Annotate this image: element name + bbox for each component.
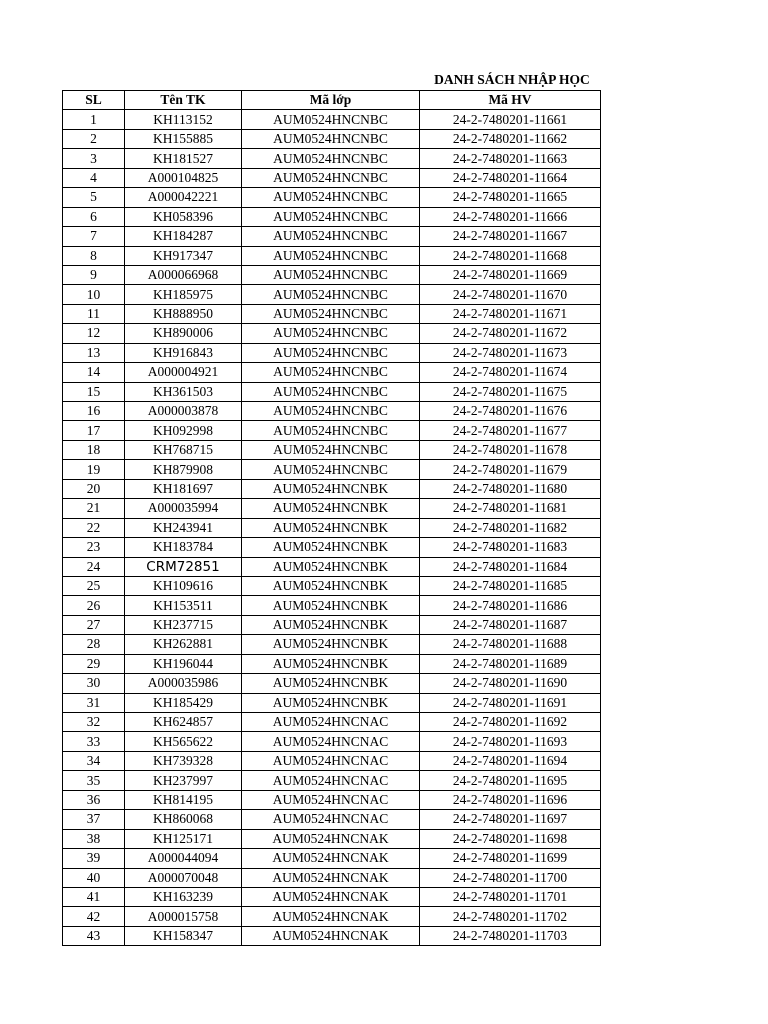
cell-sl[interactable]: 40: [63, 868, 125, 887]
cell-ten-tk[interactable]: KH860068: [125, 810, 242, 829]
cell-sl[interactable]: 9: [63, 265, 125, 284]
cell-ma-lop[interactable]: AUM0524HNCNAK: [242, 926, 420, 945]
cell-sl[interactable]: 30: [63, 674, 125, 693]
cell-sl[interactable]: 1: [63, 110, 125, 129]
table-row: [63, 713, 601, 732]
table-row: [63, 907, 601, 926]
cell-ma-hv[interactable]: 24-2-7480201-11701: [420, 887, 601, 906]
table-row: [63, 615, 601, 634]
cell-ma-hv[interactable]: 24-2-7480201-11694: [420, 751, 601, 770]
cell-sl[interactable]: 43: [63, 926, 125, 945]
table-row: [63, 829, 601, 848]
cell-ma-lop[interactable]: AUM0524HNCNAC: [242, 751, 420, 770]
table-row: [63, 363, 601, 382]
cell-ten-tk[interactable]: KH890006: [125, 324, 242, 343]
table-row: [63, 402, 601, 421]
table-row: [63, 246, 601, 265]
cell-sl[interactable]: 15: [63, 382, 125, 401]
column-header-ten-tk[interactable]: Tên TK: [125, 91, 242, 110]
cell-ten-tk[interactable]: KH185975: [125, 285, 242, 304]
cell-ma-hv[interactable]: 24-2-7480201-11673: [420, 343, 601, 362]
cell-ten-tk[interactable]: KH184287: [125, 227, 242, 246]
cell-sl[interactable]: 13: [63, 343, 125, 362]
header-row: [63, 91, 601, 110]
table-row: [63, 207, 601, 226]
cell-sl[interactable]: 39: [63, 849, 125, 868]
table-row: [63, 518, 601, 537]
table-body: [63, 110, 601, 946]
table-row: [63, 868, 601, 887]
table-row: [63, 324, 601, 343]
cell-ma-hv[interactable]: 24-2-7480201-11668: [420, 246, 601, 265]
cell-ten-tk[interactable]: KH092998: [125, 421, 242, 440]
cell-ma-hv[interactable]: 24-2-7480201-11669: [420, 265, 601, 284]
cell-ma-lop[interactable]: AUM0524HNCNBK: [242, 635, 420, 654]
cell-ma-lop[interactable]: AUM0524HNCNBK: [242, 576, 420, 595]
cell-ten-tk[interactable]: A000044094: [125, 849, 242, 868]
cell-sl[interactable]: 32: [63, 713, 125, 732]
cell-sl[interactable]: 41: [63, 887, 125, 906]
cell-ma-hv[interactable]: 24-2-7480201-11670: [420, 285, 601, 304]
enrollment-table: [62, 90, 601, 946]
cell-ten-tk[interactable]: A000004921: [125, 363, 242, 382]
cell-ma-hv[interactable]: 24-2-7480201-11665: [420, 188, 601, 207]
column-header-ma-lop[interactable]: Mã lớp: [242, 91, 420, 110]
cell-sl[interactable]: 38: [63, 829, 125, 848]
cell-ma-hv[interactable]: 24-2-7480201-11691: [420, 693, 601, 712]
cell-ma-hv[interactable]: 24-2-7480201-11674: [420, 363, 601, 382]
cell-ma-lop[interactable]: AUM0524HNCNBK: [242, 654, 420, 673]
cell-ma-lop[interactable]: AUM0524HNCNBC: [242, 207, 420, 226]
cell-ma-lop[interactable]: AUM0524HNCNBC: [242, 149, 420, 168]
cell-ma-hv[interactable]: 24-2-7480201-11685: [420, 576, 601, 595]
cell-ten-tk[interactable]: A000035994: [125, 499, 242, 518]
table-row: [63, 168, 601, 187]
cell-ma-lop[interactable]: AUM0524HNCNBK: [242, 596, 420, 615]
cell-ma-hv[interactable]: 24-2-7480201-11676: [420, 402, 601, 421]
cell-ma-hv[interactable]: 24-2-7480201-11695: [420, 771, 601, 790]
cell-ma-lop[interactable]: AUM0524HNCNBK: [242, 499, 420, 518]
cell-ma-hv[interactable]: 24-2-7480201-11663: [420, 149, 601, 168]
cell-ma-lop[interactable]: AUM0524HNCNBC: [242, 129, 420, 148]
cell-ma-hv[interactable]: 24-2-7480201-11692: [420, 713, 601, 732]
table-row: [63, 849, 601, 868]
table-row: [63, 343, 601, 362]
cell-ma-lop[interactable]: AUM0524HNCNBK: [242, 557, 420, 576]
cell-ma-hv[interactable]: 24-2-7480201-11703: [420, 926, 601, 945]
cell-sl[interactable]: 11: [63, 304, 125, 323]
cell-sl[interactable]: 14: [63, 363, 125, 382]
cell-sl[interactable]: 28: [63, 635, 125, 654]
cell-ma-hv[interactable]: 24-2-7480201-11666: [420, 207, 601, 226]
cell-ten-tk[interactable]: KH125171: [125, 829, 242, 848]
table-row: [63, 887, 601, 906]
cell-ma-lop[interactable]: AUM0524HNCNBK: [242, 615, 420, 634]
cell-ma-hv[interactable]: 24-2-7480201-11662: [420, 129, 601, 148]
cell-ten-tk[interactable]: KH183784: [125, 538, 242, 557]
cell-sl[interactable]: 25: [63, 576, 125, 595]
cell-ma-hv[interactable]: 24-2-7480201-11675: [420, 382, 601, 401]
cell-ma-hv[interactable]: 24-2-7480201-11700: [420, 868, 601, 887]
table-row: [63, 499, 601, 518]
cell-ma-lop[interactable]: AUM0524HNCNBC: [242, 168, 420, 187]
cell-ma-hv[interactable]: 24-2-7480201-11677: [420, 421, 601, 440]
table-row: [63, 751, 601, 770]
cell-sl[interactable]: 42: [63, 907, 125, 926]
table-row: [63, 304, 601, 323]
cell-sl[interactable]: 6: [63, 207, 125, 226]
cell-ten-tk[interactable]: CRM72851: [125, 557, 242, 576]
cell-sl[interactable]: 21: [63, 499, 125, 518]
cell-ma-hv[interactable]: 24-2-7480201-11699: [420, 849, 601, 868]
cell-ma-lop[interactable]: AUM0524HNCNBK: [242, 538, 420, 557]
table-row: [63, 596, 601, 615]
cell-sl[interactable]: 18: [63, 440, 125, 459]
cell-ma-lop[interactable]: AUM0524HNCNBC: [242, 110, 420, 129]
cell-ten-tk[interactable]: A000042221: [125, 188, 242, 207]
table-row: [63, 654, 601, 673]
cell-ma-hv[interactable]: 24-2-7480201-11686: [420, 596, 601, 615]
table-row: [63, 790, 601, 809]
cell-sl[interactable]: 23: [63, 538, 125, 557]
cell-sl[interactable]: 5: [63, 188, 125, 207]
cell-ten-tk[interactable]: KH917347: [125, 246, 242, 265]
cell-ma-lop[interactable]: AUM0524HNCNBK: [242, 674, 420, 693]
table-row: [63, 771, 601, 790]
cell-ma-lop[interactable]: AUM0524HNCNBC: [242, 460, 420, 479]
table-row: [63, 285, 601, 304]
cell-ma-hv[interactable]: 24-2-7480201-11681: [420, 499, 601, 518]
cell-sl[interactable]: 17: [63, 421, 125, 440]
cell-ma-hv[interactable]: 24-2-7480201-11687: [420, 615, 601, 634]
table-row: [63, 460, 601, 479]
cell-ma-hv[interactable]: 24-2-7480201-11698: [420, 829, 601, 848]
cell-ten-tk[interactable]: KH058396: [125, 207, 242, 226]
cell-ten-tk[interactable]: KH768715: [125, 440, 242, 459]
cell-sl[interactable]: 8: [63, 246, 125, 265]
cell-ma-lop[interactable]: AUM0524HNCNBC: [242, 246, 420, 265]
cell-ma-lop[interactable]: AUM0524HNCNBC: [242, 285, 420, 304]
cell-ma-hv[interactable]: 24-2-7480201-11664: [420, 168, 601, 187]
cell-sl[interactable]: 4: [63, 168, 125, 187]
cell-ma-hv[interactable]: 24-2-7480201-11693: [420, 732, 601, 751]
cell-ten-tk[interactable]: KH185429: [125, 693, 242, 712]
cell-ten-tk[interactable]: A000015758: [125, 907, 242, 926]
cell-ma-lop[interactable]: AUM0524HNCNBC: [242, 363, 420, 382]
cell-ten-tk[interactable]: KH237715: [125, 615, 242, 634]
cell-ma-lop[interactable]: AUM0524HNCNBC: [242, 227, 420, 246]
cell-ma-lop[interactable]: AUM0524HNCNAC: [242, 810, 420, 829]
cell-ten-tk[interactable]: KH158347: [125, 926, 242, 945]
cell-sl[interactable]: 10: [63, 285, 125, 304]
cell-ten-tk[interactable]: A000070048: [125, 868, 242, 887]
table-row: [63, 129, 601, 148]
cell-ma-hv[interactable]: 24-2-7480201-11696: [420, 790, 601, 809]
cell-ma-lop[interactable]: AUM0524HNCNBC: [242, 324, 420, 343]
cell-ma-hv[interactable]: 24-2-7480201-11672: [420, 324, 601, 343]
table-row: [63, 576, 601, 595]
cell-ten-tk[interactable]: KH624857: [125, 713, 242, 732]
table-row: [63, 149, 601, 168]
cell-ten-tk[interactable]: KH181527: [125, 149, 242, 168]
cell-ma-hv[interactable]: 24-2-7480201-11684: [420, 557, 601, 576]
cell-ma-lop[interactable]: AUM0524HNCNBC: [242, 304, 420, 323]
cell-sl[interactable]: 31: [63, 693, 125, 712]
cell-sl[interactable]: 33: [63, 732, 125, 751]
cell-sl[interactable]: 35: [63, 771, 125, 790]
cell-ma-lop[interactable]: AUM0524HNCNAC: [242, 713, 420, 732]
cell-ma-hv[interactable]: 24-2-7480201-11697: [420, 810, 601, 829]
cell-ma-hv[interactable]: 24-2-7480201-11678: [420, 440, 601, 459]
cell-ma-lop[interactable]: AUM0524HNCNBC: [242, 343, 420, 362]
cell-sl[interactable]: 34: [63, 751, 125, 770]
cell-sl[interactable]: 12: [63, 324, 125, 343]
cell-ma-lop[interactable]: AUM0524HNCNBC: [242, 382, 420, 401]
cell-sl[interactable]: 37: [63, 810, 125, 829]
table-row: [63, 421, 601, 440]
cell-ten-tk[interactable]: KH196044: [125, 654, 242, 673]
table-row: [63, 693, 601, 712]
cell-ten-tk[interactable]: A000066968: [125, 265, 242, 284]
table-row: [63, 926, 601, 945]
cell-ma-hv[interactable]: 24-2-7480201-11661: [420, 110, 601, 129]
cell-ten-tk[interactable]: A000104825: [125, 168, 242, 187]
column-header-sl[interactable]: SL: [63, 91, 125, 110]
table-row: [63, 538, 601, 557]
cell-ma-lop[interactable]: AUM0524HNCNBC: [242, 421, 420, 440]
cell-sl[interactable]: 20: [63, 479, 125, 498]
cell-ten-tk[interactable]: A000003878: [125, 402, 242, 421]
cell-sl[interactable]: 2: [63, 129, 125, 148]
cell-ma-hv[interactable]: 24-2-7480201-11671: [420, 304, 601, 323]
cell-ma-lop[interactable]: AUM0524HNCNBK: [242, 479, 420, 498]
cell-ma-lop[interactable]: AUM0524HNCNAK: [242, 849, 420, 868]
cell-ten-tk[interactable]: KH163239: [125, 887, 242, 906]
cell-ten-tk[interactable]: KH181697: [125, 479, 242, 498]
cell-sl[interactable]: 29: [63, 654, 125, 673]
cell-ten-tk[interactable]: KH237997: [125, 771, 242, 790]
cell-sl[interactable]: 36: [63, 790, 125, 809]
cell-ma-lop[interactable]: AUM0524HNCNBK: [242, 518, 420, 537]
cell-sl[interactable]: 19: [63, 460, 125, 479]
cell-ten-tk[interactable]: KH814195: [125, 790, 242, 809]
sheet-title: DANH SÁCH NHẬP HỌC: [434, 72, 590, 87]
cell-ma-lop[interactable]: AUM0524HNCNAC: [242, 732, 420, 751]
cell-ma-lop[interactable]: AUM0524HNCNAK: [242, 887, 420, 906]
cell-ma-hv[interactable]: 24-2-7480201-11679: [420, 460, 601, 479]
cell-sl[interactable]: 3: [63, 149, 125, 168]
cell-ten-tk[interactable]: KH243941: [125, 518, 242, 537]
table-row: [63, 227, 601, 246]
cell-ma-hv[interactable]: 24-2-7480201-11680: [420, 479, 601, 498]
cell-ma-lop[interactable]: AUM0524HNCNAC: [242, 790, 420, 809]
cell-ma-hv[interactable]: 24-2-7480201-11689: [420, 654, 601, 673]
table-row: [63, 635, 601, 654]
cell-ten-tk[interactable]: KH262881: [125, 635, 242, 654]
column-header-ma-hv[interactable]: Mã HV: [420, 91, 601, 110]
cell-ten-tk[interactable]: KH916843: [125, 343, 242, 362]
cell-ten-tk[interactable]: KH153511: [125, 596, 242, 615]
cell-ma-hv[interactable]: 24-2-7480201-11683: [420, 538, 601, 557]
cell-ten-tk[interactable]: A000035986: [125, 674, 242, 693]
cell-ma-lop[interactable]: AUM0524HNCNBC: [242, 440, 420, 459]
table-row: [63, 810, 601, 829]
cell-ma-hv[interactable]: 24-2-7480201-11688: [420, 635, 601, 654]
cell-sl[interactable]: 27: [63, 615, 125, 634]
cell-ma-lop[interactable]: AUM0524HNCNAK: [242, 907, 420, 926]
table-row: [63, 110, 601, 129]
cell-ma-lop[interactable]: AUM0524HNCNBC: [242, 265, 420, 284]
table-row: [63, 479, 601, 498]
cell-ma-hv[interactable]: 24-2-7480201-11702: [420, 907, 601, 926]
table-row: [63, 557, 601, 576]
cell-ten-tk[interactable]: KH888950: [125, 304, 242, 323]
cell-ma-lop[interactable]: AUM0524HNCNBC: [242, 188, 420, 207]
cell-sl[interactable]: 16: [63, 402, 125, 421]
table-row: [63, 188, 601, 207]
cell-ma-lop[interactable]: AUM0524HNCNAC: [242, 771, 420, 790]
cell-ten-tk[interactable]: KH109616: [125, 576, 242, 595]
cell-ma-lop[interactable]: AUM0524HNCNAK: [242, 829, 420, 848]
cell-sl[interactable]: 26: [63, 596, 125, 615]
cell-ma-lop[interactable]: AUM0524HNCNAK: [242, 868, 420, 887]
table-row: [63, 732, 601, 751]
cell-ma-hv[interactable]: 24-2-7480201-11690: [420, 674, 601, 693]
cell-ma-hv[interactable]: 24-2-7480201-11682: [420, 518, 601, 537]
cell-ma-hv[interactable]: 24-2-7480201-11667: [420, 227, 601, 246]
cell-sl[interactable]: 22: [63, 518, 125, 537]
table-row: [63, 440, 601, 459]
cell-ten-tk[interactable]: KH739328: [125, 751, 242, 770]
cell-ten-tk[interactable]: KH361503: [125, 382, 242, 401]
table-row: [63, 265, 601, 284]
cell-ten-tk[interactable]: KH565622: [125, 732, 242, 751]
table-row: [63, 382, 601, 401]
cell-sl[interactable]: 7: [63, 227, 125, 246]
cell-sl[interactable]: 24: [63, 557, 125, 576]
cell-ma-lop[interactable]: AUM0524HNCNBC: [242, 402, 420, 421]
cell-ten-tk[interactable]: KH113152: [125, 110, 242, 129]
cell-ten-tk[interactable]: KH155885: [125, 129, 242, 148]
table-row: [63, 674, 601, 693]
cell-ten-tk[interactable]: KH879908: [125, 460, 242, 479]
cell-ma-lop[interactable]: AUM0524HNCNBK: [242, 693, 420, 712]
